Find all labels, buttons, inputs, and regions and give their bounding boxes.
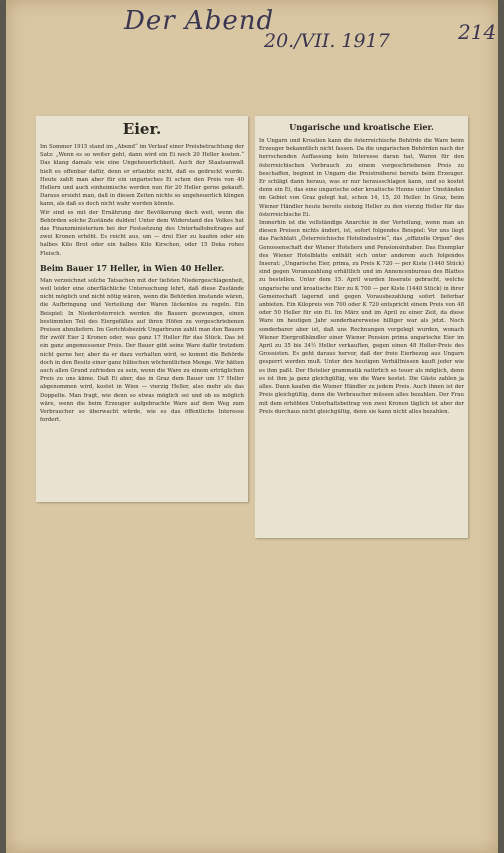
- handwritten-newspaper-title: Der Abend: [124, 6, 275, 36]
- handwritten-page-number: 214: [458, 20, 497, 44]
- clipping-hungarian-eggs: [255, 116, 468, 538]
- clipping-headline: Eier.: [122, 120, 162, 138]
- clipping-headline: Ungarische und kroatische Eier.: [289, 122, 434, 132]
- clipping-paragraph: Wir sind es mit der Ernährung der Bevölkerung doch weit, wenn die Behörden solche Zustände dulden! Unter dem Widerstand des Volkes hat das Finanzministerium bei der Festsetzung des Unterhaltsbeitrages auf zwei Kronen erhöht. Es reicht aus, um — drei Eier zu kaufen oder ein halbes Kilo Brot oder ein halbes Kilo Kirschen, oder 15 Deka rohes Fleisch.: [40, 209, 244, 257]
- clipping-paragraph: Man verzeichnet solche Tatsachen mit der tiefsten Niedergeschlagenheit, weil leider eine oberflächliche Untersuchung lehrt, daß diese Zustände nicht möglich und nicht nötig wären, wenn die Behörden imstande wären, die Aufbringung und Verteilung der Waren lückenlos zu regeln. Ein Beispiel: In Niederösterreich werden die Bauern gezwungen, einen bestimmten Teil des Eiergefälles auf ihren Höfen zu vorgeschriebenen Preisen abzuliefern. Im Gerichtsbezirk Ungarbrunn zahlt man den Bauern für zwölf Eier 2 Kronen oder, was ganz 17 Heller für das Stück. Das ist ein ganz angemessener Preis. Der Bauer gibt seine Ware dafür trotzdem nicht gerne her, aber da er dazu verhalten wird, so kommt die Behörde doch in den Besitz einer ganz hübschen wöchentlichen Menge. Wir hätten auch allen Grund zufrieden zu sein, wenn die Ware zu einem erträglichen Preis zu uns käme. Daß Ei aber, das in Graz dem Bauer um 17 Heller abgenommen wird, kostet in Wien — vierzig Heller, also mehr als das Doppelte. Man fragt, wie denn so etwas möglich sei und ob es möglich wäre, wenn die beim Erzeuger aufgebrachte Ware auf dem Weg zum Verbraucher so überwacht würde, wie es das öffentliche Interesse fordert.: [40, 277, 244, 424]
- clipping-paragraph: Im Sommer 1915 stand im „Abend“ im Verlauf einer Preisbetrachtung der Satz: „Wenn es so weiter geht, dann wird ein Ei noch 20 Heller kosten.“ Das klang damals wie eine Ungeheuerlichkeit. Auch der Staatsanwalt hielt es offenbar dafür, denn er erlaubte nicht, daß es gedruckt wurde. Heute zahlt man aber für ein ungarisches Ei schon den Preis von 40 Hellern und auch einheimische werden nun für 20 Heller gerne gekauft. Daraus ersieht man, daß in diesen Zeiten nichts so ungeheuerlich klingen kann, als daß es doch nicht wahr werden könnte.: [40, 144, 244, 208]
- handwritten-date: 20./VII. 1917: [264, 30, 390, 52]
- clipping-paragraph: Immerhin ist die vollständige Anarchie in der Verteilung, wenn man an diesen Preisen nichts ändert, ist, sofort folgendes Beispiel: Vor uns liegt das Fachblatt „Österreichische Hotelindustrie“, das „offizielle Organ“ des Genossenschaft der Wiener Hoteliers und Pensionsinhaber. Das Exemplar des Wiener Hotelblatts enthält sich unter anderem auch folgendes Inserat: „Ungarische Eier, prima, zu Preis K 720 — per Kiste (1440 Stück) sind gegen Voranszahlung erhältlich und im Annoncenbureau des Blattes zu bestellen. Unter dem 15. April wurden Inserate gebracht, welche ungarische und kroatische Eier zu K 700 — per Kiste (1440 Stück) in ihrer Gemeinschaft lagernd und gegen Vorausbezahlung sofort lieferbar anbieten. Ein Kilopreis von 700 oder K 720 entspricht einem Preis von 48 oder 50 Heller für ein Ei. Im März und im April zu einer Zeit, da diese Ware im heutigen Jahr sonderbarerweise billiger war als jetzt. Noch sonderbarer aber ist, daß uns Rechnungen vorgelegt wurden, wonach Wiener Eiergroßhändler einer Wiener Pension prima ungarische Eier im April zu 35 bis 34½ Heller verkauften, gegen einen 48 Heller-Preis des Grossisten. Es geht daraus hervor, daß der freie Eierbezug aus Ungarn gesperrt werden muß. Unter den heutigen Verhältnissen kauft jeder wie es ihm paßt. Der Hotelier grammatik natürlich so teuer als möglich, denn es ist ihm ja ganz gleichgültig, wie die Ware kostet. Die Gäste zahlen ja alles. Dann kaufen die Wiener Händler zu jedem Preis. Auch ihnen ist der Preis gleichgültig, denn die Verbraucher müssen alles bezahlen. Der Frau mit dem erhöhten Unterhaltsbeitrag von zwei Kronen täglich ist aber der Preis durchaus nicht gleichgültig, denn sie kann nicht alles bezahlen.: [259, 220, 464, 415]
- clipping-eggs: [36, 116, 248, 502]
- clipping-paragraph: In Ungarn und Kroatien kann die österreichische Behörde die Ware beim Erzeuger bekanntlich nicht fassen. Da die ungarischen Behörden nach der herrschenden Auffassung kein Interesse daran hat, Waren für den österreichischen Verbrauch zu einem vorgeschriebenen Preis zu beschaffen, beginnt in Ungarn die Preistreiberei bereits beim Erzeuger. Er schlägt dann heraus, was er nur herausschlagen kann, und so kostet denn ein Ei, das eine ungarische oder kroatische Henne unter Umständen im Gebiet von Graz gelegt hat, schon 14, 15, 20 Heller. In Graz, beim Wiener Händler heute bereits siebzig Heller zu den vierzig Heller für das österreichische Ei.: [259, 138, 464, 218]
- clipping-subheadline: Beim Bauer 17 Heller, in Wien 40 Heller.: [40, 262, 225, 273]
